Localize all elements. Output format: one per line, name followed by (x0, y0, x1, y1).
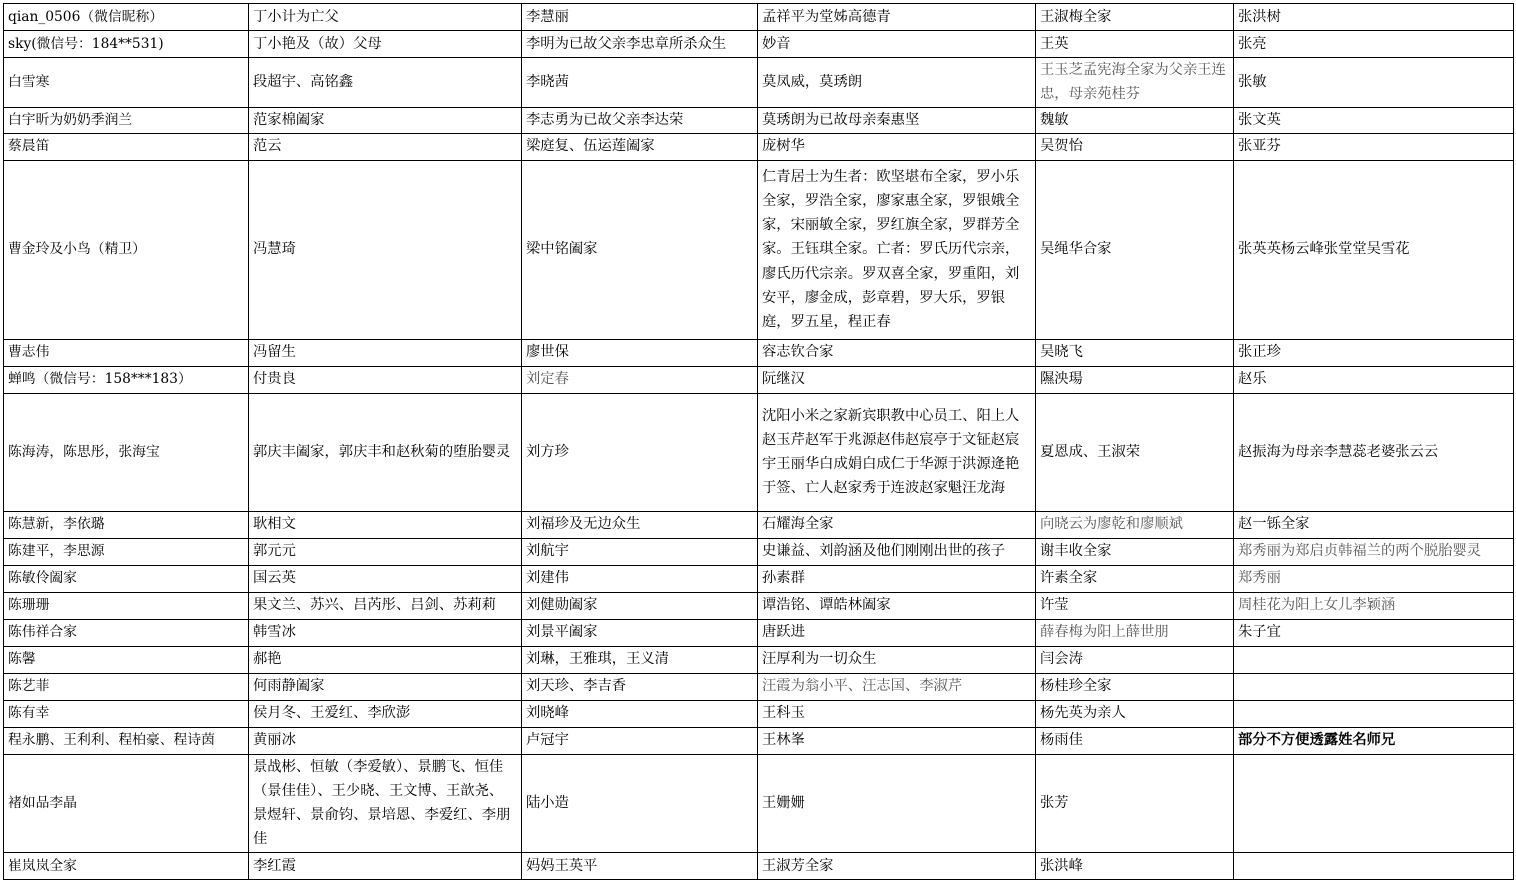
table-cell: 韩雪冰 (249, 619, 522, 646)
table-cell: 张英英杨云峰张堂堂吴雪花 (1234, 160, 1514, 339)
table-cell: 陆小造 (522, 754, 758, 852)
table-body (4, 4, 1514, 880)
table-cell: 隰泱瑒 (1036, 366, 1234, 393)
table-cell: 薛春梅为阳上薛世朋 (1036, 619, 1234, 646)
table-cell: 王英 (1036, 31, 1234, 58)
table-cell: 杨先英为亲人 (1036, 700, 1234, 727)
table-cell: 曹金玲及小鸟（精卫） (4, 160, 249, 339)
table-cell: 许莹 (1036, 592, 1234, 619)
table-cell: 陈艺菲 (4, 673, 249, 700)
table-cell: 唐跃进 (758, 619, 1036, 646)
table-cell: 张文英 (1234, 107, 1514, 133)
table-row (4, 852, 1514, 879)
table-cell: 王姗姗 (758, 754, 1036, 852)
table-cell: 张正珍 (1234, 339, 1514, 366)
table-cell: 刘琳，王雅琪，王义清 (522, 646, 758, 673)
table-cell: 段超宇、高铭鑫 (249, 58, 522, 108)
table-cell: 王科玉 (758, 700, 1036, 727)
table-cell: 刘天珍、李吉香 (522, 673, 758, 700)
table-row (4, 754, 1514, 852)
table-cell: 赵乐 (1234, 366, 1514, 393)
table-row (4, 700, 1514, 727)
table-cell: 妙音 (758, 31, 1036, 58)
table-cell: 王淑梅全家 (1036, 4, 1234, 31)
table-row (4, 107, 1514, 133)
table-cell: 汪霞为翁小平、汪志国、李淑芹 (758, 673, 1036, 700)
table-row (4, 565, 1514, 592)
table-cell (1234, 646, 1514, 673)
table-cell: 魏敏 (1036, 107, 1234, 133)
table-cell: 史谦益、刘韵涵及他们刚刚出世的孩子 (758, 538, 1036, 565)
table-cell: 孟祥平为堂姊高德青 (758, 4, 1036, 31)
table-cell: 陈敏伶阖家 (4, 565, 249, 592)
table-cell: 许素全家 (1036, 565, 1234, 592)
table-cell: 李明为已故父亲李忠章所杀众生 (522, 31, 758, 58)
table-cell: 程永鹏、王利利、程柏豪、程诗茵 (4, 727, 249, 754)
table-row (4, 538, 1514, 565)
table-cell: 张敏 (1234, 58, 1514, 108)
table-cell: 阮继汉 (758, 366, 1036, 393)
table-cell: 汪厚利为一切众生 (758, 646, 1036, 673)
dedication-name-table (3, 3, 1514, 880)
table-cell: 梁庭复、伍运莲阖家 (522, 133, 758, 160)
table-cell: 景战彬、恒敏（李爱敏）、景鹏飞、恒佳（景佳佳）、王少晓、王文博、王歆尧、景煜轩、景俞钧、景培恩、李爱红、李朋佳 (249, 754, 522, 852)
table-cell: 刘建伟 (522, 565, 758, 592)
table-cell: 果文兰、苏兴、吕芮彤、吕剑、苏莉莉 (249, 592, 522, 619)
table-cell: 朱子宜 (1234, 619, 1514, 646)
table-cell: 刘晓峰 (522, 700, 758, 727)
table-cell: 曹志伟 (4, 339, 249, 366)
table-cell: sky(微信号：184**531) (4, 31, 249, 58)
table-cell: 黄丽冰 (249, 727, 522, 754)
table-cell: 刘福珍及无边众生 (522, 511, 758, 538)
table-row (4, 393, 1514, 511)
table-cell: 莫琇朗为已故母亲秦惠坚 (758, 107, 1036, 133)
table-cell: 郝艳 (249, 646, 522, 673)
table-cell: 向晓云为廖乾和廖顺斌 (1036, 511, 1234, 538)
table-cell: 陈馨 (4, 646, 249, 673)
table-cell: 范家棉阖家 (249, 107, 522, 133)
table-cell: 何雨静阖家 (249, 673, 522, 700)
table-cell: 郭元元 (249, 538, 522, 565)
table-cell: 沈阳小米之家新宾职教中心员工、阳上人赵玉芹赵军于兆源赵伟赵宸亭于文钲赵宸宇王丽华白成娟白成仁于华源于洪源逄艳于签、亡人赵家秀于连波赵家魁汪龙海 (758, 393, 1036, 511)
table-cell: 李红霞 (249, 852, 522, 879)
table-cell: 褚如品李晶 (4, 754, 249, 852)
table-row (4, 133, 1514, 160)
table-cell: 庞树华 (758, 133, 1036, 160)
table-row (4, 619, 1514, 646)
table-cell: 张亮 (1234, 31, 1514, 58)
table-cell: 吴绳华合家 (1036, 160, 1234, 339)
table-cell: 闫会涛 (1036, 646, 1234, 673)
table-cell: 李志勇为已故父亲李达荣 (522, 107, 758, 133)
table-cell: 卢冠宇 (522, 727, 758, 754)
table-row (4, 646, 1514, 673)
table-cell: 郑秀丽 (1234, 565, 1514, 592)
table-cell: 莫凤威，莫琇朗 (758, 58, 1036, 108)
table-cell: 张洪峰 (1036, 852, 1234, 879)
table-cell: 杨雨佳 (1036, 727, 1234, 754)
table-cell (1234, 852, 1514, 879)
table-cell: 陈珊珊 (4, 592, 249, 619)
table-row (4, 58, 1514, 108)
table-cell: 张洪树 (1234, 4, 1514, 31)
table-cell: 郑秀丽为郑启贞韩福兰的两个脱胎婴灵 (1234, 538, 1514, 565)
table-cell: 付贵良 (249, 366, 522, 393)
table-cell: 郭庆丰阖家，郭庆丰和赵秋菊的堕胎婴灵 (249, 393, 522, 511)
table-cell: 国云英 (249, 565, 522, 592)
table-cell: qian_0506（微信昵称） (4, 4, 249, 31)
table-cell: 赵一铄全家 (1234, 511, 1514, 538)
table-cell: 吴贺怡 (1036, 133, 1234, 160)
table-cell: 刘健勋阖家 (522, 592, 758, 619)
table-cell (1234, 700, 1514, 727)
table-cell: 梁中铭阖家 (522, 160, 758, 339)
table-row (4, 673, 1514, 700)
table-cell: 赵振海为母亲李慧蕊老婆张云云 (1234, 393, 1514, 511)
table-cell: 杨桂珍全家 (1036, 673, 1234, 700)
table-row (4, 366, 1514, 393)
table-cell: 蔡晨笛 (4, 133, 249, 160)
table-cell: 容志钦合家 (758, 339, 1036, 366)
table-cell: 崔岚岚全家 (4, 852, 249, 879)
table-cell: 陈建平，李思源 (4, 538, 249, 565)
table-cell: 范云 (249, 133, 522, 160)
table-row (4, 160, 1514, 339)
table-cell: 谢丰收全家 (1036, 538, 1234, 565)
table-cell: 孙素群 (758, 565, 1036, 592)
table-cell: 冯留生 (249, 339, 522, 366)
table-cell: 王淑芳全家 (758, 852, 1036, 879)
table-cell: 王玉芝孟宪海全家为父亲王连忠，母亲苑桂芬 (1036, 58, 1234, 108)
table-row (4, 727, 1514, 754)
table-cell (1234, 754, 1514, 852)
table-cell: 张亚芬 (1234, 133, 1514, 160)
table-row (4, 592, 1514, 619)
table-cell: 部分不方便透露姓名师兄 (1234, 727, 1514, 754)
table-cell: 刘景平阖家 (522, 619, 758, 646)
table-cell: 吴晓飞 (1036, 339, 1234, 366)
table-cell: 石耀海全家 (758, 511, 1036, 538)
table-cell: 刘方珍 (522, 393, 758, 511)
table-cell: 妈妈王英平 (522, 852, 758, 879)
table-cell: 刘定春 (522, 366, 758, 393)
table-row (4, 511, 1514, 538)
table-cell: 李晓茜 (522, 58, 758, 108)
table-cell: 耿相文 (249, 511, 522, 538)
table-cell: 白宇昕为奶奶季润兰 (4, 107, 249, 133)
table-cell: 冯慧琦 (249, 160, 522, 339)
table-cell: 刘航宇 (522, 538, 758, 565)
table-cell: 白雪寒 (4, 58, 249, 108)
table-row (4, 339, 1514, 366)
table-cell: 李慧丽 (522, 4, 758, 31)
table-cell: 陈伟祥合家 (4, 619, 249, 646)
table-cell: 丁小计为亡父 (249, 4, 522, 31)
table-cell: 丁小艳及（故）父母 (249, 31, 522, 58)
table-cell: 陈海涛，陈思彤，张海宝 (4, 393, 249, 511)
table-cell (1234, 673, 1514, 700)
table-cell: 夏恩成、王淑荣 (1036, 393, 1234, 511)
table-cell: 廖世保 (522, 339, 758, 366)
table-cell: 王林峯 (758, 727, 1036, 754)
table-row (4, 4, 1514, 31)
table-cell: 周桂花为阳上女儿李颖涵 (1234, 592, 1514, 619)
table-cell: 侯月冬、王爱红、李欣澎 (249, 700, 522, 727)
table-cell: 张芳 (1036, 754, 1234, 852)
table-cell: 陈慧新，李依璐 (4, 511, 249, 538)
table-cell: 蝉鸣（微信号：158***183） (4, 366, 249, 393)
table-cell: 仁青居士为生者：欧坚堪布全家，罗小乐全家，罗浩全家，廖家惠全家，罗银娥全家，宋丽敏全家，罗红旗全家，罗群芳全家。王钰琪全家。亡者：罗氏历代宗亲，廖氏历代宗亲。罗双喜全家，罗重阳，刘安平，廖金成，彭章碧，罗大乐，罗银庭，罗五星，程正春 (758, 160, 1036, 339)
table-row (4, 31, 1514, 58)
table-cell: 谭浩铭、谭皓林阖家 (758, 592, 1036, 619)
table-cell: 陈有幸 (4, 700, 249, 727)
